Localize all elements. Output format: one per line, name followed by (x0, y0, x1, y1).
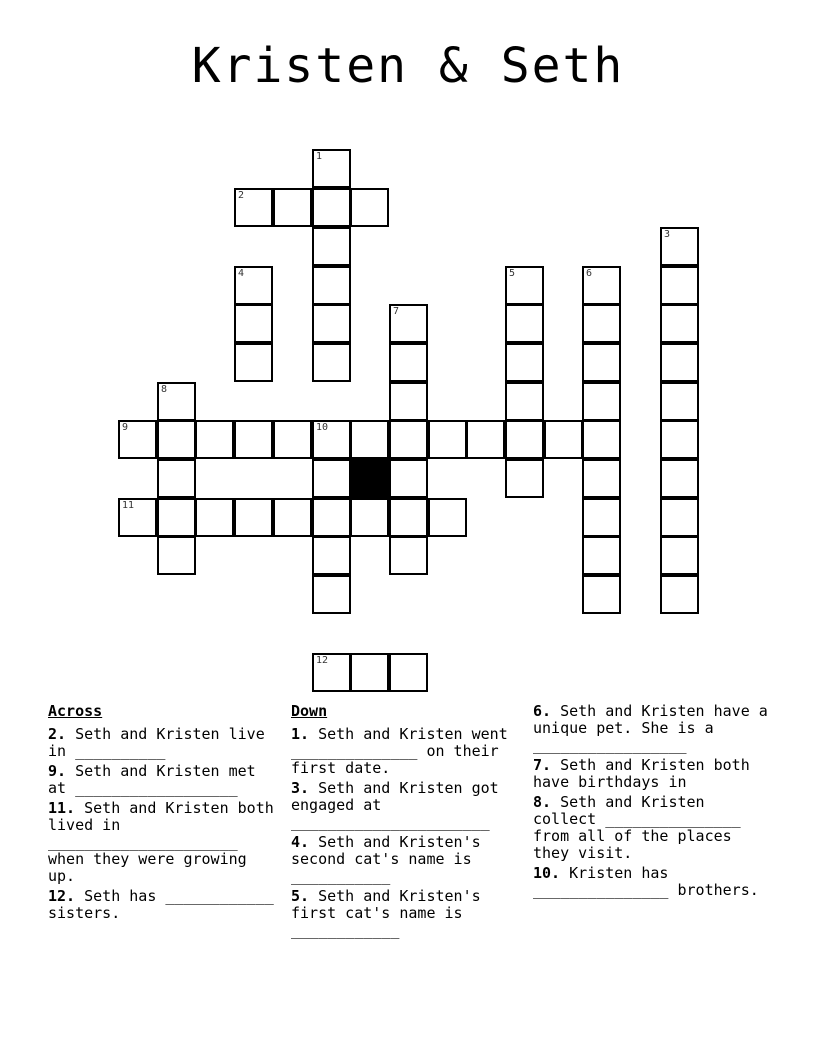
clue-number-label: 4. (291, 833, 310, 851)
clue-number: 10 (316, 422, 329, 433)
grid-cell[interactable] (389, 343, 428, 382)
grid-cell[interactable] (157, 459, 196, 498)
grid-cell[interactable] (273, 188, 312, 227)
clue-number-label: 10. (533, 864, 561, 882)
grid-cell[interactable] (582, 575, 621, 614)
grid-cell[interactable] (312, 343, 351, 382)
clue-number-label: 9. (48, 762, 67, 780)
grid-cell[interactable] (312, 420, 351, 459)
grid-cell[interactable] (312, 536, 351, 575)
down-clue (291, 834, 527, 885)
grid-cell[interactable] (312, 266, 351, 305)
grid-cell[interactable] (234, 420, 273, 459)
grid-cell[interactable] (660, 304, 699, 343)
grid-cell[interactable] (195, 420, 234, 459)
grid-cell[interactable] (234, 343, 273, 382)
grid-cell[interactable] (544, 420, 583, 459)
grid-cell[interactable] (312, 304, 351, 343)
grid-cell[interactable] (505, 382, 544, 421)
grid-cell[interactable] (660, 459, 699, 498)
clue-text: Seth and Kristen both lived in _____________________ when they were growing up. (48, 799, 283, 885)
grid-cell[interactable] (582, 498, 621, 537)
down-clue (533, 794, 769, 862)
across-clue (48, 763, 280, 797)
grid-cell[interactable] (389, 498, 428, 537)
clue-number-label: 6. (533, 702, 552, 720)
clue-text: Seth and Kristen's second cat's name is ___________ (291, 833, 490, 885)
clue-number: 11 (122, 500, 135, 511)
grid-cell[interactable] (660, 343, 699, 382)
grid-cell[interactable] (389, 420, 428, 459)
grid-cell[interactable] (389, 382, 428, 421)
clue-text: Seth and Kristen's first cat's name is ____________ (291, 887, 490, 939)
grid-cell[interactable] (350, 420, 389, 459)
grid-cell[interactable] (234, 498, 273, 537)
clue-text: Seth and Kristen both have birthdays in (533, 756, 759, 791)
down-clue (533, 757, 769, 791)
grid-cell[interactable] (582, 266, 621, 305)
grid-cell[interactable] (118, 498, 157, 537)
grid-cell[interactable] (389, 653, 428, 692)
across-clue (48, 799, 283, 885)
grid-cell[interactable] (234, 188, 273, 227)
clue-number: 3 (664, 229, 671, 240)
grid-cell[interactable] (466, 420, 505, 459)
clue-text: Seth and Kristen collect _______________ from all of the places they visit. (533, 793, 750, 862)
grid-cell[interactable] (505, 304, 544, 343)
grid-cell[interactable] (312, 149, 351, 188)
clue-number-label: 2. (48, 725, 67, 743)
grid-cell[interactable] (660, 498, 699, 537)
black-square (350, 459, 389, 498)
across-clue (48, 726, 280, 760)
clue-number: 4 (238, 268, 245, 279)
clue-number: 1 (316, 151, 323, 162)
grid-cell[interactable] (273, 498, 312, 537)
grid-cell[interactable] (157, 382, 196, 421)
grid-cell[interactable] (660, 536, 699, 575)
down-clue (533, 865, 769, 899)
grid-cell[interactable] (389, 536, 428, 575)
grid-cell[interactable] (389, 304, 428, 343)
down-clue (291, 780, 527, 831)
down-clue (533, 702, 777, 754)
grid-cell[interactable] (505, 459, 544, 498)
clue-number-label: 1. (291, 725, 310, 743)
across-heading: Across (48, 702, 103, 720)
grid-cell[interactable] (234, 266, 273, 305)
clue-text: Seth has ____________ sisters. (48, 887, 283, 922)
grid-cell[interactable] (660, 575, 699, 614)
clue-number-label: 7. (533, 756, 552, 774)
clue-number-label: 5. (291, 887, 310, 905)
clue-text: Seth and Kristen went ______________ on their first date. (291, 725, 517, 777)
grid-cell[interactable] (582, 382, 621, 421)
down-clues (291, 703, 527, 942)
grid-cell[interactable] (157, 498, 196, 537)
grid-cell[interactable] (389, 459, 428, 498)
grid-cell[interactable] (273, 420, 312, 459)
clue-number: 8 (161, 384, 168, 395)
grid-cell[interactable] (660, 420, 699, 459)
down-clue (291, 888, 527, 939)
down-clues-continued (533, 702, 777, 902)
grid-cell[interactable] (312, 575, 351, 614)
grid-cell[interactable] (195, 498, 234, 537)
clue-text: Seth and Kristen got engaged at ______________________ (291, 779, 508, 831)
clue-number-label: 12. (48, 887, 76, 905)
clue-text: Kristen has _______________ brothers. (533, 864, 759, 899)
grid-cell[interactable] (312, 459, 351, 498)
grid-cell[interactable] (428, 498, 467, 537)
puzzle-title: Kristen & Seth (191, 38, 625, 94)
grid-cell[interactable] (350, 188, 389, 227)
grid-cell[interactable] (582, 536, 621, 575)
grid-cell[interactable] (312, 498, 351, 537)
grid-cell[interactable] (660, 227, 699, 266)
grid-cell[interactable] (582, 304, 621, 343)
down-clue (291, 726, 527, 777)
clue-number: 9 (122, 422, 129, 433)
clue-number-label: 11. (48, 799, 76, 817)
clue-number: 5 (509, 268, 516, 279)
clue-text: Seth and Kristen met at __________________ (48, 762, 265, 797)
grid-cell[interactable] (660, 382, 699, 421)
across-clues (48, 702, 283, 925)
grid-cell[interactable] (312, 188, 351, 227)
clue-text: Seth and Kristen live in __________ (48, 725, 274, 760)
grid-cell[interactable] (350, 653, 389, 692)
grid-cell[interactable] (428, 420, 467, 459)
clue-number: 12 (316, 655, 329, 666)
clue-number: 2 (238, 190, 245, 201)
grid-cell[interactable] (118, 420, 157, 459)
across-clue (48, 887, 283, 922)
grid-cell[interactable] (312, 227, 351, 266)
grid-cell[interactable] (157, 536, 196, 575)
grid-cell[interactable] (234, 304, 273, 343)
grid-cell[interactable] (505, 343, 544, 382)
grid-cell[interactable] (505, 420, 544, 459)
grid-cell[interactable] (660, 266, 699, 305)
grid-cell[interactable] (350, 498, 389, 537)
grid-cell[interactable] (312, 653, 351, 692)
clue-number: 6 (586, 268, 593, 279)
grid-cell[interactable] (582, 343, 621, 382)
clue-text: Seth and Kristen have a unique pet. She is a _________________ (533, 702, 777, 754)
grid-cell[interactable] (157, 420, 196, 459)
down-heading: Down (291, 702, 328, 720)
grid-cell[interactable] (582, 459, 621, 498)
clue-number-label: 8. (533, 793, 552, 811)
clue-number-label: 3. (291, 779, 310, 797)
grid-cell[interactable] (505, 266, 544, 305)
grid-cell[interactable] (582, 420, 621, 459)
clue-number: 7 (393, 306, 400, 317)
